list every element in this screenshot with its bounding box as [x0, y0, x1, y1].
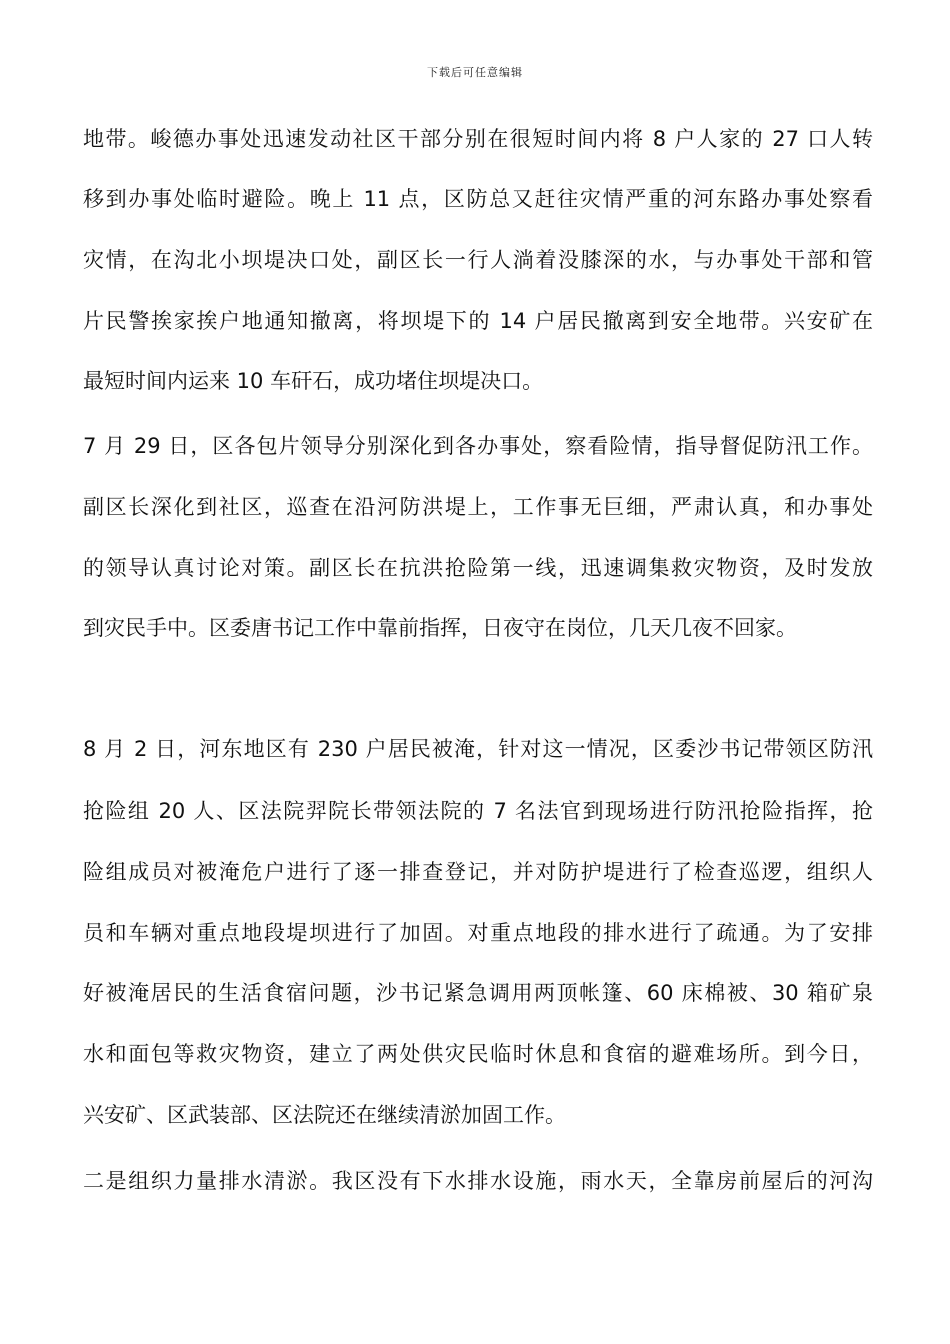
paragraph-line: 8 月 2 日，河东地区有 230 户居民被淹，针对这一情况，区委沙书记带领区防汛	[83, 737, 873, 761]
paragraph-line: 二是组织力量排水清淤。我区没有下水排水设施，雨水天，全靠房前屋后的河沟	[83, 1169, 873, 1193]
paragraph-line: 副区长深化到社区，巡查在沿河防洪堤上，工作事无巨细，严肃认真，和办事处	[83, 495, 873, 519]
paragraph-line: 险组成员对被淹危户进行了逐一排查登记，并对防护堤进行了检查巡逻，组织人	[83, 860, 873, 884]
paragraph-line: 兴安矿、区武装部、区法院还在继续清淤加固工作。	[83, 1103, 566, 1127]
paragraph-line: 水和面包等救灾物资，建立了两处供灾民临时休息和食宿的避难场所。到今日，	[83, 1042, 873, 1066]
paragraph-line: 到灾民手中。区委唐书记工作中靠前指挥，日夜守在岗位，几天几夜不回家。	[83, 616, 797, 640]
paragraph-line: 7 月 29 日，区各包片领导分别深化到各办事处，察看险情，指导督促防汛工作。	[83, 434, 873, 458]
paragraph-line: 最短时间内运来 10 车矸石，成功堵住坝堤决口。	[83, 369, 544, 393]
page-header: 下载后可任意编辑	[427, 66, 523, 79]
paragraph-line: 员和车辆对重点地段堤坝进行了加固。对重点地段的排水进行了疏通。为了安排	[83, 921, 873, 945]
paragraph-line: 抢险组 20 人、区法院羿院长带领法院的 7 名法官到现场进行防汛抢险指挥，抢	[83, 799, 873, 823]
paragraph-line: 的领导认真讨论对策。副区长在抗洪抢险第一线，迅速调集救灾物资，及时发放	[83, 556, 873, 580]
paragraph-line: 移到办事处临时避险。晚上 11 点，区防总又赶往灾情严重的河东路办事处察看	[83, 187, 873, 211]
paragraph-line: 地带。峻德办事处迅速发动社区干部分别在很短时间内将 8 户人家的 27 口人转	[83, 127, 873, 151]
paragraph-line: 灾情，在沟北小坝堤决口处，副区长一行人淌着没膝深的水，与办事处干部和管	[83, 248, 873, 272]
paragraph-line: 片民警挨家挨户地通知撤离，将坝堤下的 14 户居民撤离到安全地带。兴安矿在	[83, 309, 873, 333]
paragraph-line: 好被淹居民的生活食宿问题，沙书记紧急调用两顶帐篷、60 床棉被、30 箱矿泉	[83, 981, 873, 1005]
